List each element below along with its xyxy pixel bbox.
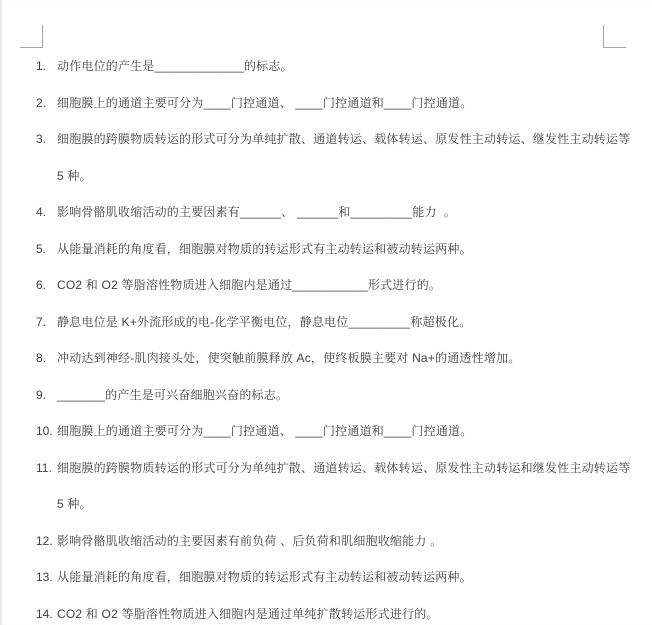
- item-text: 从能量消耗的角度看，细胞膜对物质的转运形式有主动转运和被动转运两种。: [57, 570, 472, 584]
- item-text: 细胞膜的跨膜物质转运的形式可分为单纯扩散、通道转运、载体转运、原发性主动转运和继发性主动转运等 5 种。: [57, 460, 631, 511]
- item-number: 5.: [36, 241, 47, 256]
- item-number: 1.: [36, 59, 47, 73]
- item-number: 6.: [36, 278, 47, 292]
- item-text: 静息电位是 K+外流形成的电-化学平衡电位，静息电位_________称超极化。: [57, 314, 472, 329]
- list-item: [0, 559, 652, 596]
- list-item: [0, 450, 652, 523]
- list-item: [0, 596, 652, 625]
- item-number: 14.: [36, 606, 53, 621]
- item-number: 13.: [36, 570, 53, 584]
- list-item: [0, 48, 652, 85]
- item-text: 影响骨骼肌收缩活动的主要因素有前负荷 、后负荷和肌细胞收缩能力 。: [57, 533, 443, 548]
- list-item: [0, 340, 652, 377]
- margin-mark-top-left: [20, 25, 43, 48]
- item-number: 7.: [36, 314, 47, 329]
- item-text: 细胞膜上的通道主要可分为____门控通道、 ____门控通道和____门控通道。: [57, 424, 473, 438]
- list-item: [0, 194, 652, 231]
- item-text: 细胞膜的跨膜物质转运的形式可分为单纯扩散、通道转运、载体转运、原发性主动转运、继发性主动转运等 5 种。: [57, 132, 631, 183]
- item-number: 11.: [36, 460, 52, 475]
- list-item: [0, 231, 652, 268]
- list-item: [0, 85, 652, 122]
- item-text: 细胞膜上的通道主要可分为____门控通道、 ____门控通道和____门控通道。: [57, 95, 473, 110]
- list-item: [0, 523, 652, 560]
- item-text: CO2 和 O2 等脂溶性物质进入细胞内是通过___________形式进行的。: [57, 278, 442, 292]
- item-number: 4.: [36, 205, 47, 219]
- list-item: [0, 413, 652, 450]
- item-text: 动作电位的产生是_____________的标志。: [57, 59, 293, 73]
- list-item: [0, 121, 652, 194]
- item-number: 12.: [36, 533, 53, 548]
- item-number: 8.: [36, 351, 47, 365]
- margin-mark-top-right: [603, 25, 626, 48]
- list-item: [0, 304, 652, 341]
- item-number: 10.: [36, 424, 53, 438]
- list-item: [0, 267, 652, 304]
- item-text: 影响骨骼肌收缩活动的主要因素有______、 ______和_________能力 。: [57, 205, 456, 219]
- question-list: [0, 48, 652, 625]
- list-item: [0, 377, 652, 414]
- item-text: CO2 和 O2 等脂溶性物质进入细胞内是通过单纯扩散转运形式进行的。: [57, 606, 439, 621]
- item-number: 9.: [36, 387, 47, 402]
- item-number: 3.: [36, 132, 47, 146]
- item-text: 从能量消耗的角度看，细胞膜对物质的转运形式有主动转运和被动转运两种。: [57, 241, 472, 256]
- item-text: 冲动达到神经-肌肉接头处，使突触前膜释放 Ac，使终板膜主要对 Na+的通透性增加。: [57, 351, 521, 365]
- item-text: _______的产生是可兴奋细胞兴奋的标志。: [57, 387, 289, 402]
- item-number: 2.: [36, 95, 47, 110]
